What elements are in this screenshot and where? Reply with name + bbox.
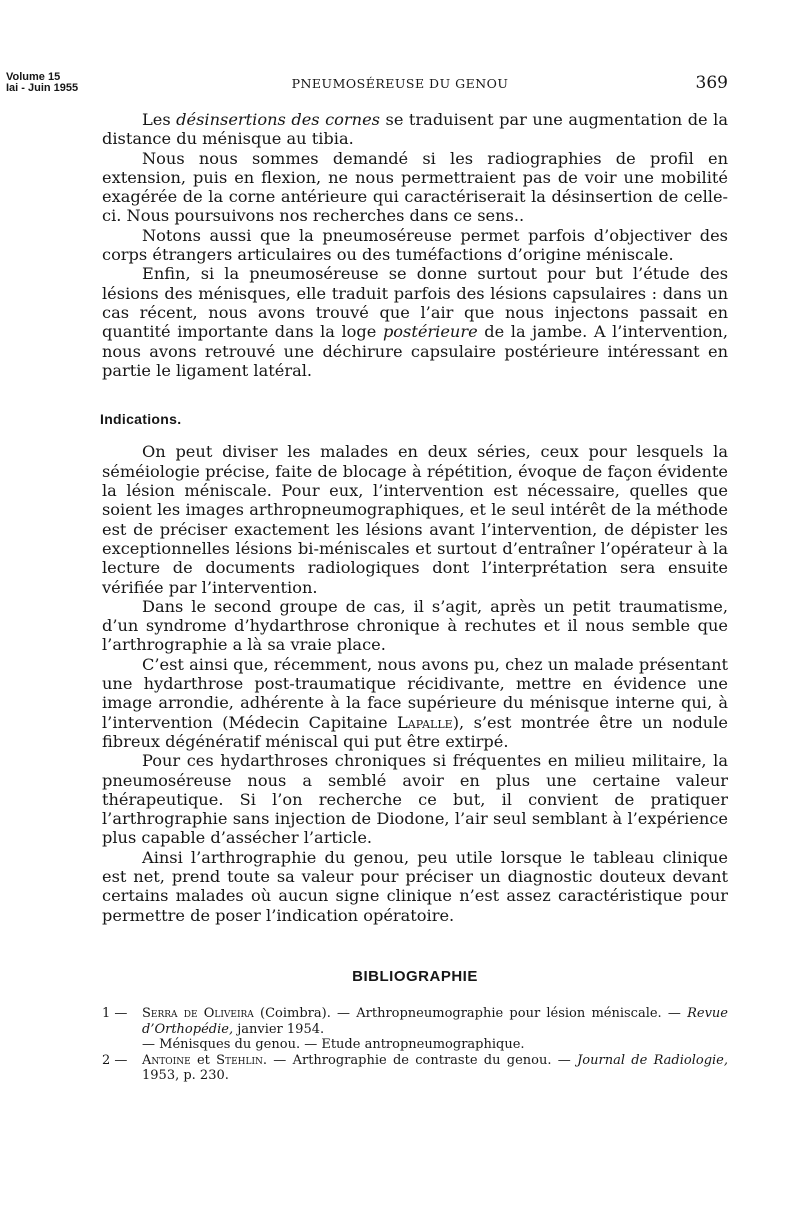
entry-author: Stehlin — [216, 1052, 263, 1068]
paragraph-deux-series: On peut diviser les malades en deux séries, ceux pour lesquels la séméiologie précise, faite de blocage à répétition, évoque de façon évidente la lésion méniscale. Pour eux, l’intervention est nécessaire, quelles que soient les images arthropneumographiques, et le seul intérêt de la méthode est de préciser exactement les lésions avant l’intervention, de dépister les exceptionnelles lésions bi-méniscales et surtout d’entraîner l’opérateur à la lecture de documents radiologiques dont l’interprétation sera ensuite vérifiée par l’intervention. — [102, 442, 728, 597]
page-number: 369 — [695, 73, 728, 93]
paragraph-desinsertions: Les désinsertions des cornes se traduisent par une augmentation de la distance du ménisque au tibia. — [102, 110, 728, 149]
paragraph-hydarthroses: Pour ces hydarthroses chroniques si fréquentes en milieu militaire, la pneumoséreuse nous a semblé avoir en plus une certaine valeur thérapeutique. Si l’on recherche ce but, il convient de pratiquer l’arthrographie sans injection de Diodone, l’air seul semblant à l’expérience plus capable d’assécher l’article. — [102, 751, 728, 848]
bibliography-title: BIBLIOGRAPHIE — [352, 967, 478, 985]
paragraph-conclusion: Ainsi l’arthrographie du genou, peu utile lorsque le tableau clinique est net, prend toute sa valeur pour préciser un diagnostic douteux devant certains malades où aucun signe clinique n’est assez caractéristique pour permettre de poser l’indication opératoire. — [102, 847, 728, 925]
emphasis-desinsertions: désinsertions des cornes — [176, 110, 380, 129]
page-header — [0, 72, 800, 102]
entry-author: Antoine — [142, 1052, 191, 1068]
emphasis-posterieure: postérieure — [382, 322, 478, 342]
paragraph-second-groupe: Dans le second groupe de cas, il s’agit, après un petit traumatisme, d’un syndrome d’hydarthrose chronique à rechutes et il nous semble que l’arthrographie a là sa vraie place. — [102, 596, 728, 655]
bibliography-list — [102, 1006, 728, 1084]
bibliography-entry: 2 — Antoine et Stehlin. — Arthrographie de contraste du genou. — Journal de Radiologie, 1953, p. 230. — [102, 1052, 729, 1084]
paragraph-corps-etrangers: Notons aussi que la pneumoséreuse permet parfois d’objectiver des corps étrangers articulaires ou des tuméfactions d’origine méniscale. — [102, 225, 728, 265]
article-body — [102, 110, 728, 1084]
author-lapalle: Lapalle — [397, 712, 453, 732]
section-heading-indications: Indications. — [100, 411, 182, 428]
entry-number: 1 — — [102, 1006, 128, 1022]
entry-number: 2 — — [102, 1052, 128, 1068]
paragraph-radiographies: Nous nous sommes demandé si les radiographies de profil en extension, puis en flexion, ne nous permettraient pas de voir une mobilité exagérée de la corne antérieure qui caractériserait la désinsertion de celle-ci. Nous poursuivons nos recherches dans ce sens.. — [102, 148, 728, 226]
entry-journal: Journal de Radiologie, — [577, 1052, 729, 1068]
volume-line: Volume 15 — [6, 71, 61, 83]
bibliography-entry: 1 — Serra de Oliveira (Coimbra). — Arthropneumographie pour lésion méniscale. — Revue d’Orthopédie, janvier 1954. — [102, 1006, 728, 1037]
date-line: Iai - Juin 1955 — [6, 82, 79, 94]
bibliography-entry: — Ménisques du genou. — Etude antropneumographique. — [142, 1037, 525, 1053]
entry-author: Serra de Oliveira — [142, 1006, 254, 1022]
paragraph-cas-recent: C’est ainsi que, récemment, nous avons pu, chez un malade présentant une hydarthrose post-traumatique récidivante, mettre en évidence une image arrondie, adhérente à la face supérieure du ménisque interne qui, à l’intervention (Médecin Capitaine Lapalle), s’est montrée être un nodule fibreux dégénératif méniscal qui put être extirpé. — [102, 654, 728, 751]
running-title: PNEUMOSÉREUSE DU GENOU — [291, 76, 509, 91]
paragraph-lesions-capsulaires: Enfin, si la pneumoséreuse se donne surtout pour but l’étude des lésions des ménisques, elle traduit parfois des lésions capsulaires : dans un cas récent, nous avons trouvé que l’air que nous injectons passait en quantité importante dans la loge postérieure de la jambe. A l’intervention, nous avons retrouvé une déchirure capsulaire postérieure intéressant en partie le ligament latéral. — [102, 264, 728, 380]
entry-journal: Revue d’Orthopédie, — [142, 1006, 728, 1037]
